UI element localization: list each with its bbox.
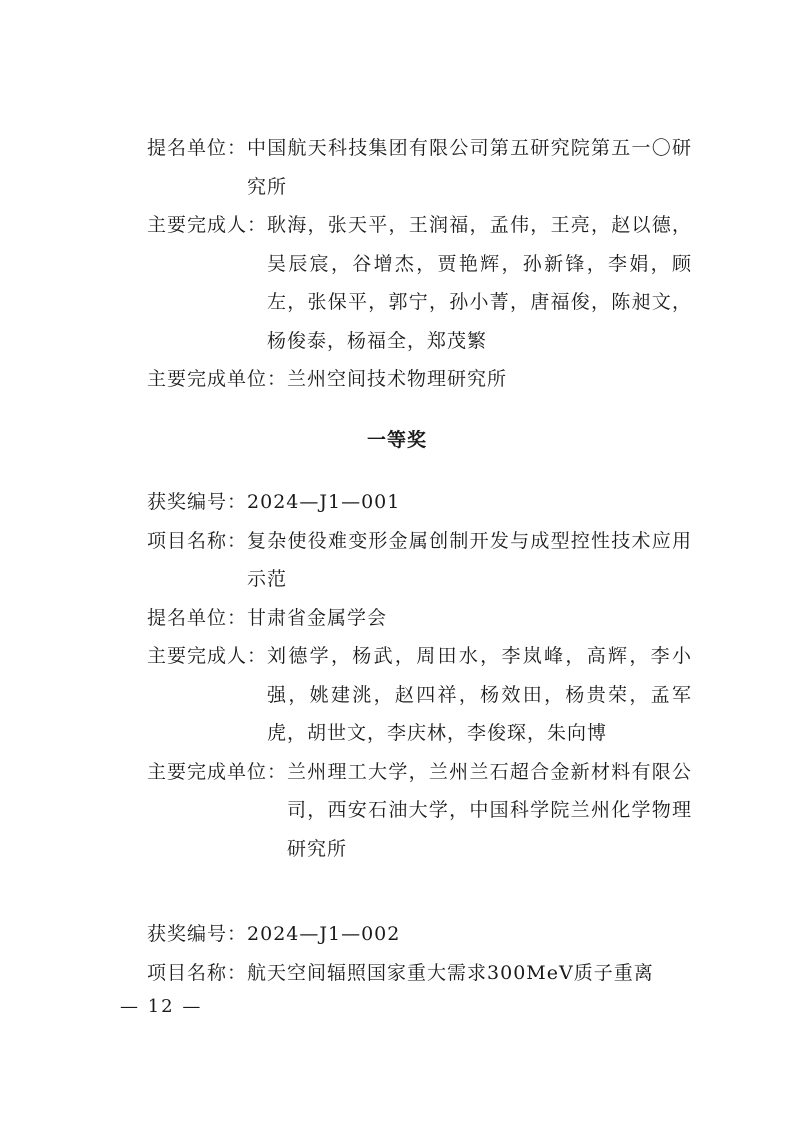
persons-value: 刘德学，杨武，周田水，李岚峰，高辉，李小强，姚建洮，赵四祥，杨效田，杨贵荣，孟军虎，胡世文，李庆林，李俊琛，朱向博 — [267, 645, 692, 744]
page-number: — 12 — — [120, 996, 203, 1017]
nominator-row — [147, 129, 692, 206]
project-label: 项目名称： — [147, 961, 248, 984]
nominator-value: 中国航天科技集团有限公司第五研究院第五一〇研究所 — [247, 137, 692, 198]
nominator-row — [147, 599, 692, 638]
persons-label: 主要完成人： — [147, 645, 268, 667]
project-value: 航天空间辐照国家重大需求300MeV质子重离 — [247, 961, 654, 984]
award-number-value: 2024—J1—002 — [247, 923, 401, 945]
nominator-label: 提名单位： — [147, 137, 248, 159]
persons-label: 主要完成人： — [147, 214, 268, 236]
award-number-row — [147, 483, 692, 522]
award-number-label: 获奖编号： — [147, 491, 248, 513]
award-entry-002 — [147, 915, 692, 992]
project-row — [147, 522, 692, 599]
award-entry-001 — [147, 483, 692, 868]
award-number-label: 获奖编号： — [147, 923, 248, 945]
units-value: 兰州空间技术物理研究所 — [287, 368, 508, 390]
nominator-label: 提名单位： — [147, 606, 248, 629]
units-row — [147, 753, 692, 869]
project-label: 项目名称： — [147, 529, 248, 552]
persons-value: 耿海，张天平，王润福，孟伟，王亮，赵以德，吴辰宸，谷增杰，贾艳辉，孙新锋，李娟，顾左，张保平，郭宁，孙小菁，唐福俊，陈昶文，杨俊泰，杨福全，郑茂繁 — [267, 214, 692, 352]
nominator-value: 甘肃省金属学会 — [247, 606, 388, 629]
units-row — [147, 360, 692, 399]
previous-award-entry — [147, 129, 692, 399]
award-number-value: 2024—J1—001 — [247, 491, 401, 513]
units-value: 兰州理工大学，兰州兰石超合金新材料有限公司，西安石油大学，中国科学院兰州化学物理研究所 — [287, 760, 692, 860]
units-label: 主要完成单位： — [147, 368, 288, 390]
persons-row — [147, 637, 692, 753]
units-label: 主要完成单位： — [147, 760, 288, 783]
section-heading: 一等奖 — [366, 429, 427, 451]
project-row — [147, 954, 692, 993]
project-value: 复杂使役难变形金属创制开发与成型控性技术应用示范 — [247, 529, 692, 590]
persons-row — [147, 206, 692, 360]
award-number-row — [147, 915, 692, 954]
